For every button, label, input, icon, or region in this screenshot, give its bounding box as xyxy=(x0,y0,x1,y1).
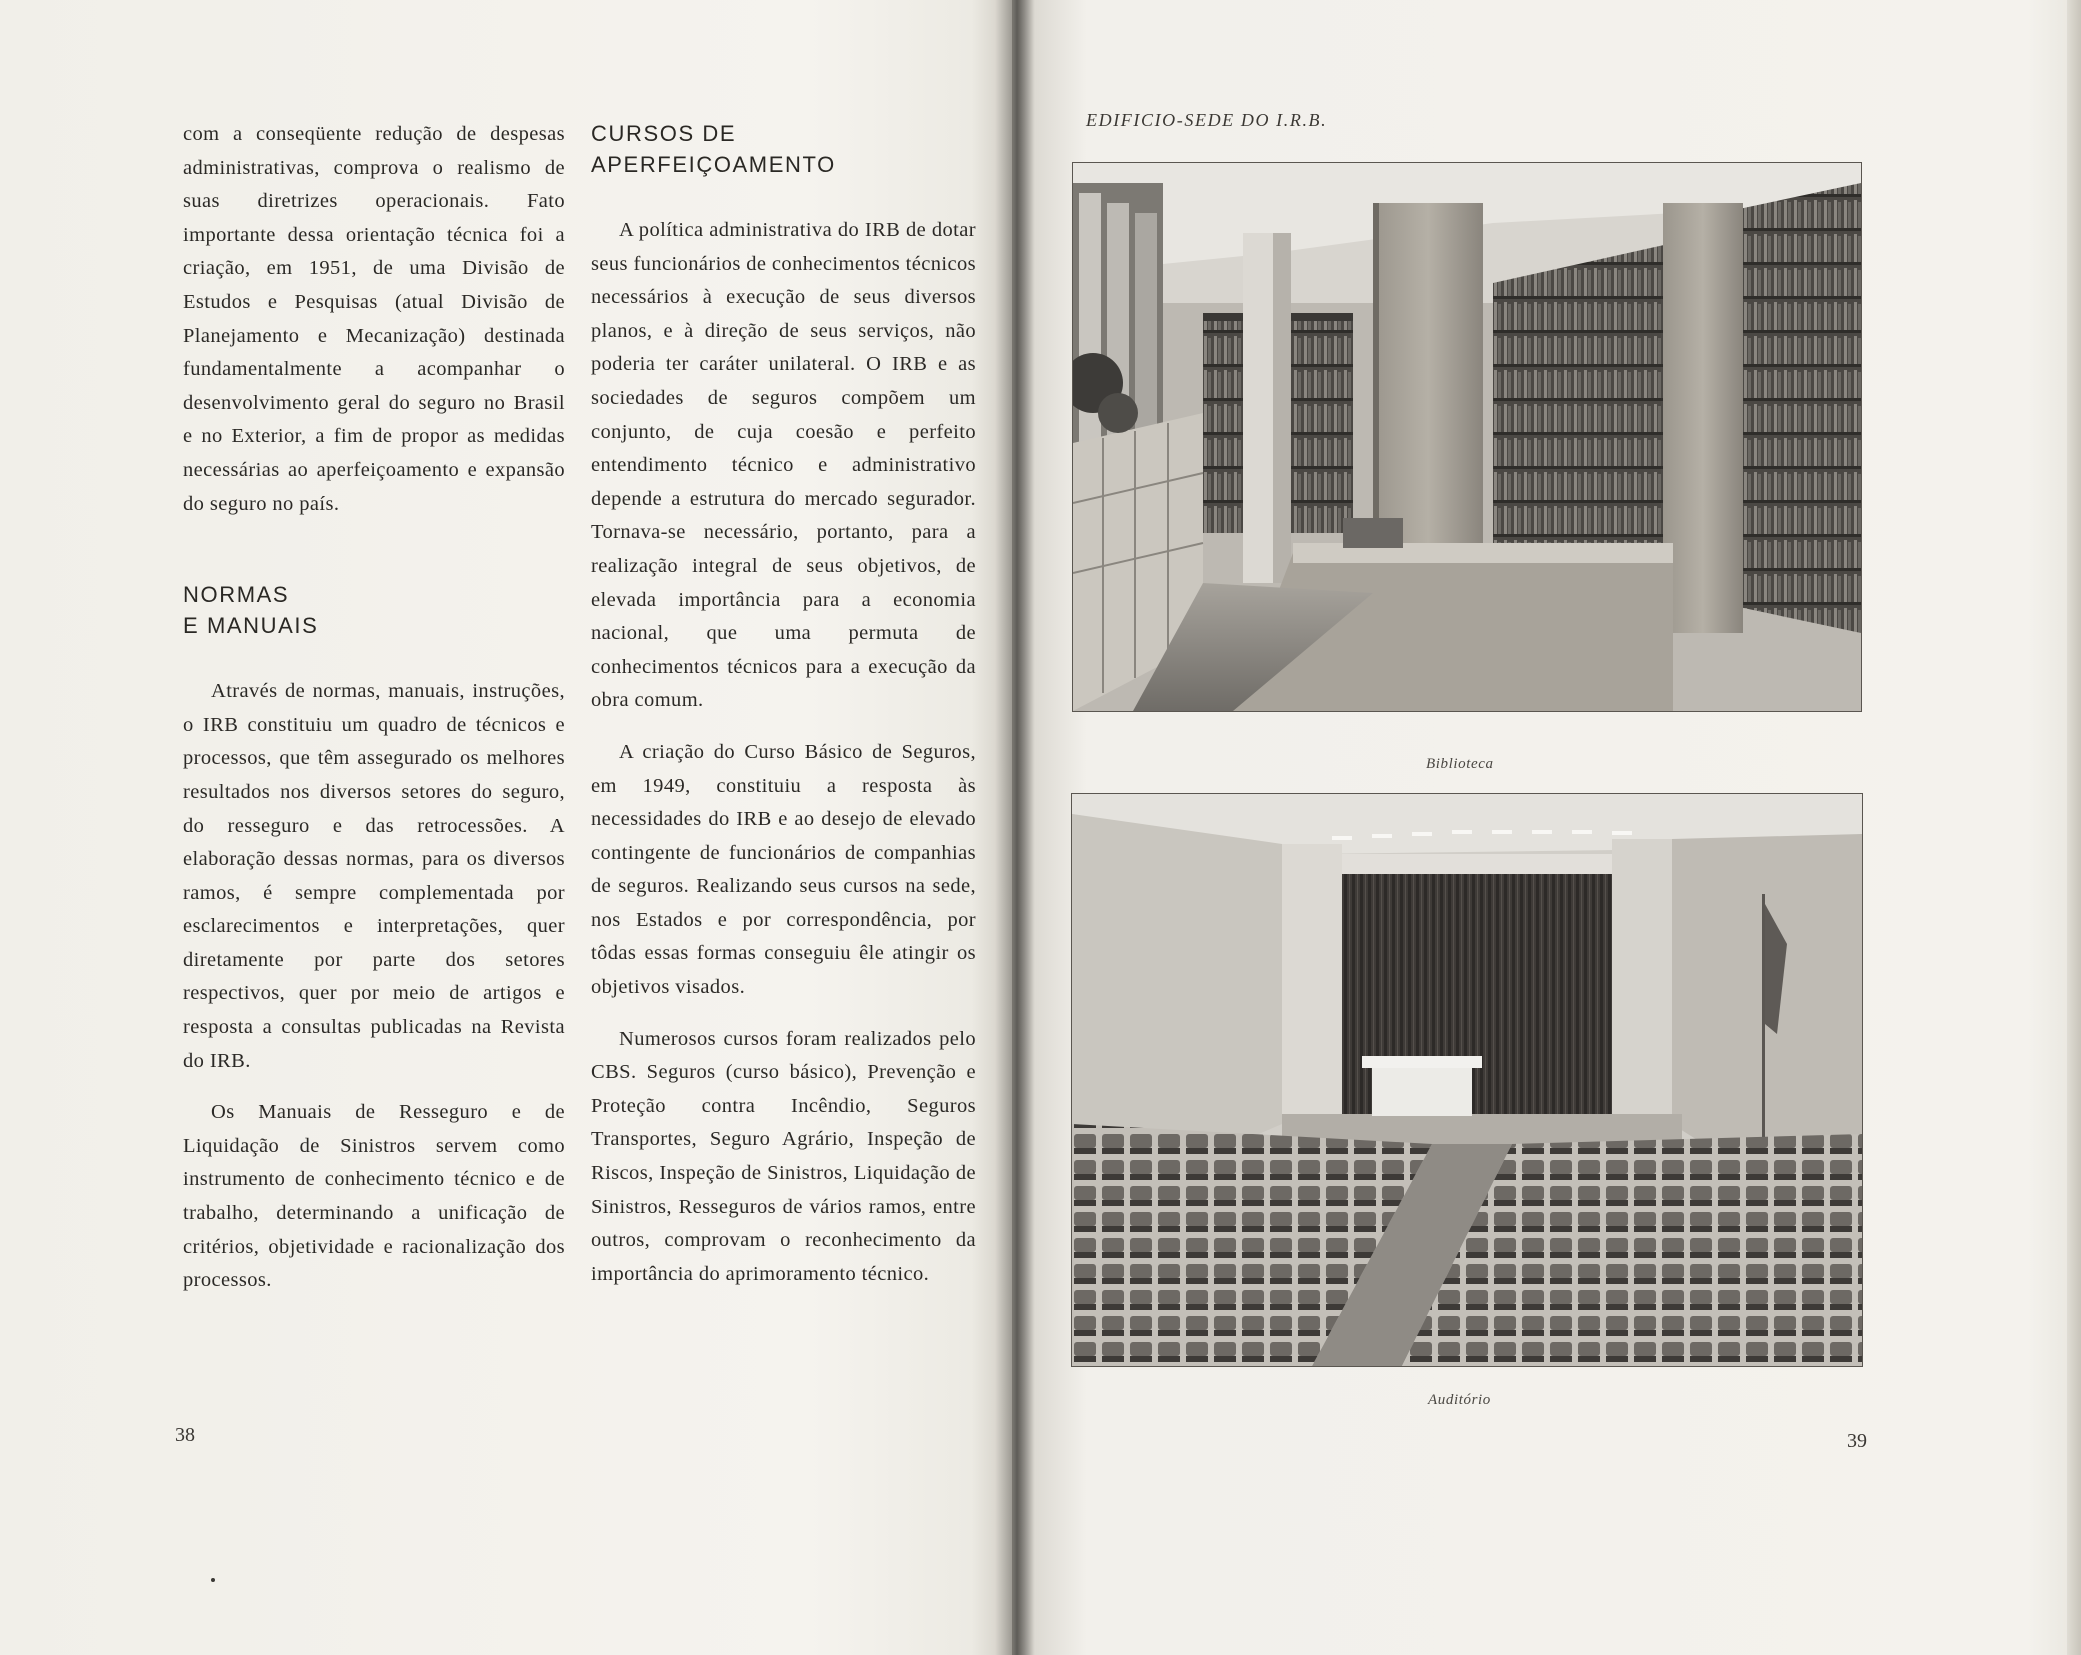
right-text-column xyxy=(591,118,976,1291)
left-text-column xyxy=(183,118,565,1298)
left-page xyxy=(0,0,1012,1655)
library-photo xyxy=(1072,162,1862,712)
paragraph-curso-basico: A criação do Curso Básico de Seguros, em 1949, constituiu a resposta às necessidades do IRB e ao desejo de elevado contingente de funcionários de companhias de seguros. Realizando seus cursos na sede, nos Estados e por correspondência, por tôdas essas formas conseguiu êle atingir os objetivos visados. xyxy=(591,740,976,999)
heading-line: NORMAS xyxy=(183,582,290,608)
library-image xyxy=(1073,163,1861,711)
heading-cursos-de-aperfeicoamento xyxy=(591,118,976,180)
page-number-left: 38 xyxy=(175,1424,195,1446)
page-edge xyxy=(2067,0,2081,1655)
paragraph-politica: A política administrativa do IRB de dotar seus funcionários de conhecimentos técnicos necessários à execução de seus diversos planos, e à direção de seus serviços, não poderia ter caráter unilateral. O IRB e as sociedades de seguros compõem um conjunto, de cuja coesão e perfeito entendimento técnico e administrativo depende a estrutura do mercado segurador. Tornava-se necessário, portanto, para a realização integral de seus objetivos, de elevada importância para a economia nacional, que uma permuta de conhecimentos técnicos para a execução da obra comum. xyxy=(591,219,976,712)
paragraph-cursos-realizados: Numerosos cursos foram realizados pelo CBS. Seguros (curso básico), Prevenção e Proteção contra Incêndio, Seguros Transportes, Seguro Agrário, Inspeção de Riscos, Inspeção de Sinistros, Liquidação de Sinistros, Resseguros de vários ramos, entre outros, comprovam o reconhecimento da importância do aprimoramento técnico. xyxy=(591,1027,976,1285)
running-title: EDIFICIO-SEDE DO I.R.B. xyxy=(1086,110,1328,130)
auditorium-caption: Auditório xyxy=(1428,1392,1491,1408)
heading-line: CURSOS DE xyxy=(591,121,737,146)
auditorium-photo xyxy=(1071,793,1863,1367)
heading-line: E MANUAIS xyxy=(183,613,319,639)
library-caption: Biblioteca xyxy=(1426,756,1494,772)
heading-normas-e-manuais xyxy=(183,579,565,641)
paragraph-normas: Através de normas, manuais, instruções, o IRB constituiu um quadro de técnicos e processos, que têm assegurado os melhores resultados nos diversos setores do seguro, do resseguro e das retrocessões. A elaboração dessas normas, para os diversos ramos, é sempre complementada por esclarecimentos e interpretações, quer diretamente por parte dos setores respectivos, quer por meio de artigos e resposta a consultas publicadas na Revista do IRB. xyxy=(183,680,565,1072)
page-number-right: 39 xyxy=(1847,1430,1867,1452)
paragraph-manuais: Os Manuais de Resseguro e de Liquidação de Sinistros servem como instrumento de conhecimento técnico e de trabalho, determinando a unificação de critérios, objetividade e racionalização dos processos. xyxy=(183,1101,565,1292)
heading-line: APERFEIÇOAMENTO xyxy=(591,152,836,177)
book-gutter xyxy=(995,0,1035,1655)
auditorium-image xyxy=(1072,794,1862,1366)
paper-speck xyxy=(211,1578,215,1582)
paragraph-realismo: com a conseqüente redução de despesas administrativas, comprova o realismo de suas diretrizes operacionais. Fato importante dessa orientação técnica foi a criação, em 1951, de uma Divisão de Estudos e Pesquisas (atual Divisão de Planejamento e Mecanização) destinada fundamentalmente a acompanhar o desenvolvimento geral do seguro no Brasil e no Exterior, a fim de propor as medidas necessárias ao aperfeiçoamento e expansão do seguro no país. xyxy=(183,123,565,515)
